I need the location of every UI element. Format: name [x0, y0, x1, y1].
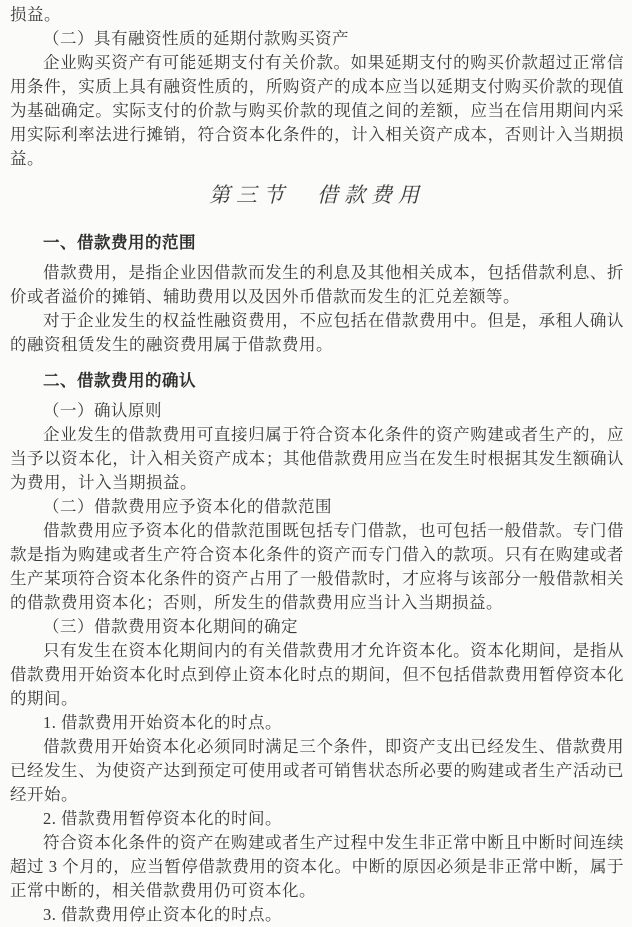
paragraph-scope-exclusion: 对于企业发生的权益性融资费用，不应包括在借款费用中。但是，承租人确认的融资租赁发生的融资费用属于借款费用。 — [10, 311, 624, 354]
heading-borrowing-cost-recognition: 二、借款费用的确认 — [43, 372, 196, 390]
paragraph-capitalizable-scope: 借款费用应予资本化的借款范围既包括专门借款，也可包括一般借款。专门借款是指为购建或者生产符合资本化条件的资产而专门借入的款项。只有在购建或者生产某项符合资本化条件的资产占用了一般借款时，才应将与该部分一般借款相关的借款费用资本化；否则，所发生的借款费用应当计入当期损益。 — [10, 521, 624, 612]
point-suspend-capitalization-paragraph: 符合资本化条件的资产在购建或者生产过程中发生非正常中断且中断时间连续超过 3 个月的，应当暂停借款费用的资本化。中断的原因必须是非正常中断，属于正常中断的，相关借款费用仍可资本化。 — [10, 833, 624, 900]
subheading-capitalization-period: （三）借款费用资本化期间的确定 — [43, 617, 298, 636]
point-suspend-capitalization-heading: 2. 借款费用暂停资本化的时间。 — [43, 809, 282, 828]
paragraph-deferred-payment: 企业购买资产有可能延期支付有关价款。如果延期支付的购买价款超过正常信用条件，实质上具有融资性质的，所购资产的成本应当以延期支付购买价款的现值为基础确定。实际支付的价款与购买价款的现值之间的差额，应当在信用期间内采用实际利率法进行摊销，符合资本化条件的，计入相关资产成本，否则计入当期损益。 — [10, 53, 624, 168]
subheading-capitalizable-scope: （二）借款费用应予资本化的借款范围 — [43, 497, 332, 516]
continuation-line: 损益。 — [10, 5, 61, 24]
heading-borrowing-cost-scope: 一、借款费用的范围 — [43, 234, 196, 252]
point-start-capitalization-paragraph: 借款费用开始资本化必须同时满足三个条件，即资产支出已经发生、借款费用已经发生、为使资产达到预定可使用或者可销售状态所必要的购建或者生产活动已经开始。 — [10, 737, 624, 804]
subheading-recognition-principle: （一）确认原则 — [43, 401, 162, 420]
subheading-deferred-payment: （二）具有融资性质的延期付款购买资产 — [43, 29, 349, 48]
section-title: 第三节 借款费用 — [209, 183, 425, 207]
paragraph-scope-definition: 借款费用，是指企业因借款而发生的利息及其他相关成本，包括借款利息、折价或者溢价的摊销、辅助费用以及因外币借款而发生的汇兑差额等。 — [10, 263, 624, 306]
paragraph-recognition-principle: 企业发生的借款费用可直接归属于符合资本化条件的资产购建或者生产的，应当予以资本化，计入相关资产成本；其他借款费用应当在发生时根据其发生额确认为费用，计入当期损益。 — [10, 425, 624, 492]
paragraph-capitalization-period: 只有发生在资本化期间内的有关借款费用才允许资本化。资本化期间，是指从借款费用开始资本化时点到停止资本化时点的期间，但不包括借款费用暂停资本化的期间。 — [10, 641, 624, 708]
point-start-capitalization-heading: 1. 借款费用开始资本化的时点。 — [43, 713, 282, 732]
point-stop-capitalization-heading: 3. 借款费用停止资本化的时点。 — [43, 905, 282, 924]
